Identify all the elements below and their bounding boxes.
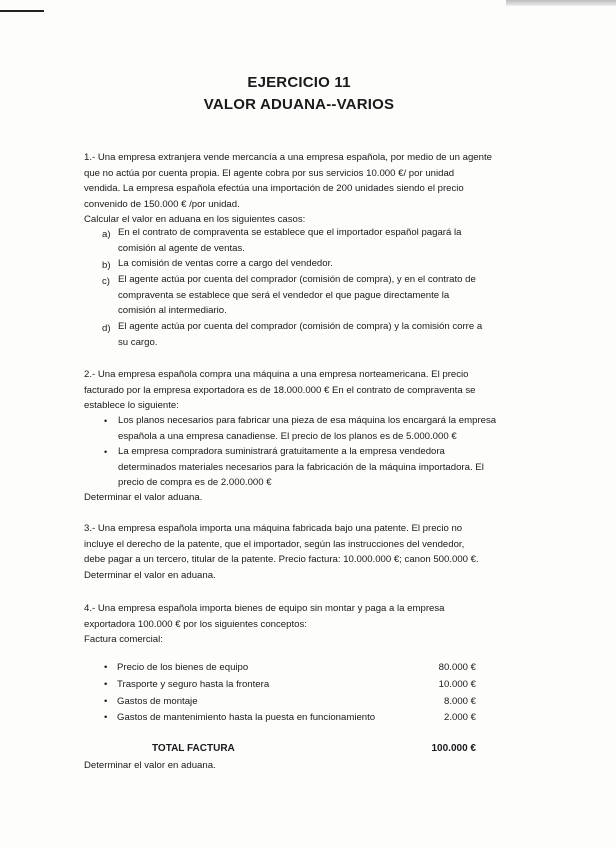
text-line: precio de compra es de 2.000.000 € <box>118 477 272 489</box>
text-line: debe pagar a un tercero, titular de la patente. Precio factura: 10.000.000 €; canon 500.000 €. <box>84 554 479 566</box>
bullet-text <box>118 413 514 444</box>
bullet-icon: • <box>104 416 108 426</box>
case-label: d) <box>102 323 111 334</box>
invoice-line <box>84 696 514 712</box>
exercise-3-statement <box>84 521 514 583</box>
scan-mark <box>0 10 44 12</box>
invoice-line <box>84 679 514 695</box>
bullet-icon: • <box>104 447 108 457</box>
text-line: 1.- Una empresa extranjera vende mercancía a una empresa española, por medio de un agente <box>84 152 492 163</box>
text-line: su cargo. <box>118 336 158 348</box>
text-line: 4.- Una empresa española importa bienes de equipo sin montar y paga a la empresa <box>84 603 445 614</box>
case-text <box>118 319 514 350</box>
bullet-icon: • <box>104 712 108 723</box>
bullet-icon: • <box>104 679 108 690</box>
text-line: La comisión de ventas corre a cargo del vendedor. <box>118 258 333 269</box>
bullet-icon: • <box>104 662 108 673</box>
total-label: TOTAL FACTURA <box>152 743 235 754</box>
invoice-concept: Gastos de mantenimiento hasta la puesta en funcionamiento <box>117 712 376 723</box>
invoice-line <box>84 712 514 728</box>
text-line: incluye el derecho de la patente, que el importador, según las instrucciones del vendedor, <box>84 538 465 550</box>
text-line: El agente actúa por cuenta del comprador (comisión de compra) y la comisión corre a <box>118 321 483 332</box>
invoice-amount: 8.000 € <box>443 696 476 707</box>
exercise-4-closing: Determinar el valor en aduana. <box>84 760 216 771</box>
text-line: facturado por la empresa exportadora es de 18.000.000 € En el contrato de compraventa se <box>84 384 476 396</box>
text-line: exportadora 100.000 € por los siguientes conceptos: <box>84 618 307 630</box>
text-line: Calcular el valor en aduana en los siguientes casos: <box>84 214 306 226</box>
text-line: El agente actúa por cuenta del comprador (comisión de compra), y en el contrato de <box>118 274 476 285</box>
text-line: En el contrato de compraventa se establece que el importador español pagará la <box>118 227 462 238</box>
invoice-amount: 10.000 € <box>438 679 476 690</box>
invoice-concept: Precio de los bienes de equipo <box>117 662 249 673</box>
bullet-icon: • <box>104 696 108 707</box>
total-amount: 100.000 € <box>431 743 476 754</box>
invoice-concept: Gastos de montaje <box>117 696 198 707</box>
exercise-subtitle: VALOR ADUANA--VARIOS <box>203 96 395 113</box>
text-line: española a una empresa canadiense. El precio de los planos es de 5.000.000 € <box>118 430 457 442</box>
text-line: comisión al intermediario. <box>118 305 227 317</box>
case-label: c) <box>102 276 110 287</box>
text-line: La empresa compradora suministrará gratuitamente a la empresa vendedora <box>118 446 445 457</box>
invoice-amount: 80.000 € <box>438 662 476 673</box>
text-line: convenido de 150.000 € /por unidad. <box>84 198 240 210</box>
text-line: Determinar el valor en aduana. <box>84 569 216 581</box>
text-line: comisión al agente de ventas. <box>118 242 245 254</box>
text-line: compraventa se establece que será el vendedor el que pague directamente la <box>118 289 450 301</box>
case-text <box>118 256 514 272</box>
text-line: determinados materiales necesarios para la fabricación de la máquina importadora. El <box>118 461 484 473</box>
exercise-2-closing: Determinar el valor aduana. <box>84 492 203 503</box>
case-text <box>118 225 514 256</box>
text-line: 3.- Una empresa española importa una máquina fabricada bajo una patente. El precio no <box>84 523 463 534</box>
text-line: vendida. La empresa española efectúa una importación de 200 unidades siendo el precio <box>84 183 464 195</box>
case-text <box>118 272 514 319</box>
invoice-line <box>84 662 514 678</box>
scan-edge <box>506 0 616 6</box>
bullet-text <box>118 444 514 491</box>
exercise-title: EJERCICIO 11 <box>247 74 351 91</box>
exercise-2-statement <box>84 367 514 414</box>
text-line: establece lo siguiente: <box>84 400 179 412</box>
text-line: Los planos necesarios para fabricar una pieza de esa máquina los encargará la empresa <box>118 415 497 426</box>
exercise-4-statement <box>84 601 514 648</box>
exercise-1-statement <box>84 150 514 228</box>
text-line: 2.- Una empresa española compra una máquina a una empresa norteamericana. El precio <box>84 369 469 380</box>
text-line: Factura comercial: <box>84 634 163 646</box>
invoice-amount: 2.000 € <box>443 712 476 723</box>
invoice-concept: Trasporte y seguro hasta la frontera <box>117 679 270 690</box>
case-label: a) <box>102 229 111 240</box>
case-label: b) <box>102 260 111 271</box>
text-line: que no actúa por cuenta propia. El agente cobra por sus servicios 10.000 €/ por unidad <box>84 167 455 179</box>
